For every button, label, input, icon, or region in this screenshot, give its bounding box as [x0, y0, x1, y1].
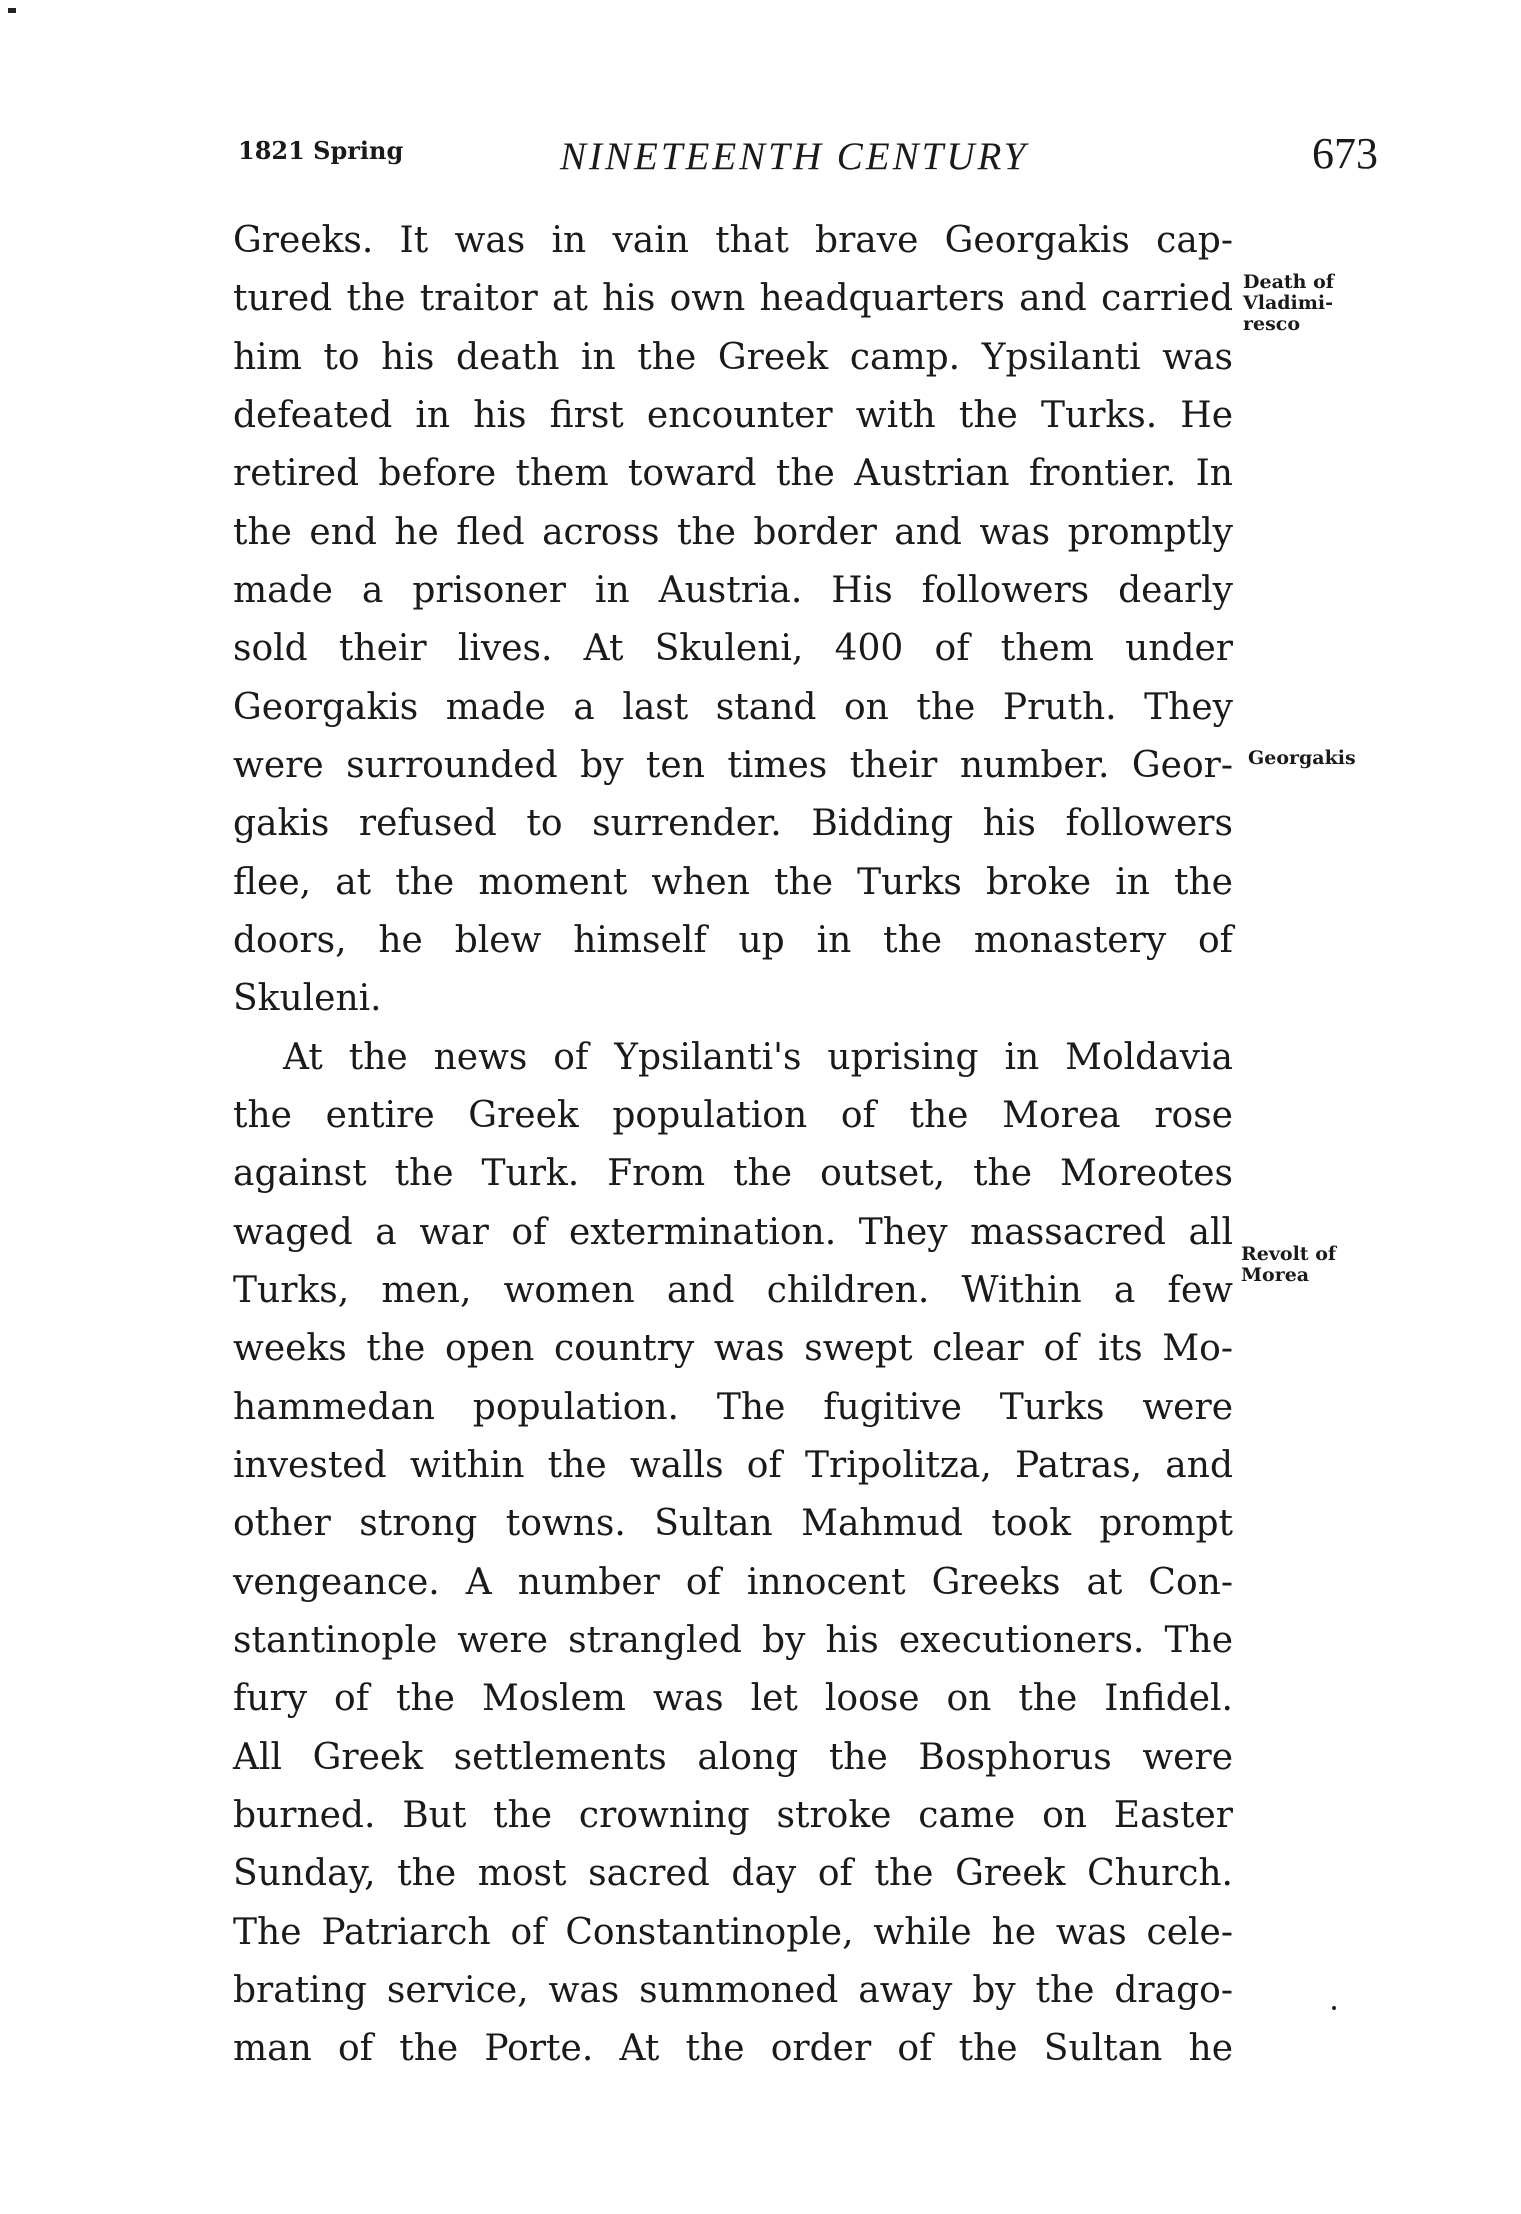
margin-note-revolt-of-morea: Revolt of Morea [1241, 1243, 1337, 1286]
text-line: doors, he blew himself up in the monastery of [233, 920, 1233, 961]
text-line: Turks, men, women and children. Within a few [233, 1270, 1233, 1311]
text-line: At the news of Ypsilanti's uprising in Moldavia [283, 1037, 1233, 1078]
margin-note-georgakis: Georgakis [1248, 747, 1356, 769]
text-line: retired before them toward the Austrian frontier. In [233, 453, 1233, 494]
text-line: vengeance. A number of innocent Greeks at Con- [233, 1562, 1233, 1603]
header-title: NINETEENTH CENTURY [560, 135, 1029, 178]
text-line: gakis refused to surrender. Bidding his followers [233, 803, 1233, 844]
text-line: other strong towns. Sultan Mahmud took prompt [233, 1503, 1233, 1544]
text-line: the end he fled across the border and was promptly [233, 512, 1233, 553]
text-line: waged a war of extermination. They massacred all [233, 1212, 1233, 1253]
header-date: 1821 Spring [238, 136, 404, 165]
text-line: defeated in his first encounter with the Turks. He [233, 395, 1233, 436]
text-line: were surrounded by ten times their number. Geor- [233, 745, 1233, 786]
text-line: tured the traitor at his own headquarters and carried [233, 278, 1233, 319]
page-number: 673 [1312, 129, 1378, 178]
text-line: him to his death in the Greek camp. Ypsilanti was [233, 337, 1233, 378]
text-line: fury of the Moslem was let loose on the Infidel. [233, 1678, 1233, 1719]
text-line: stantinople were strangled by his executioners. The [233, 1620, 1233, 1661]
text-line: against the Turk. From the outset, the Moreotes [233, 1153, 1233, 1194]
text-line: Skuleni. [233, 978, 382, 1019]
text-line: the entire Greek population of the Morea rose [233, 1095, 1233, 1136]
text-line: burned. But the crowning stroke came on Easter [233, 1795, 1233, 1836]
margin-note-death-of-vladimiresco: Death of Vladimi- resco [1243, 271, 1334, 335]
text-line: Georgakis made a last stand on the Pruth. They [233, 687, 1233, 728]
scan-speck [8, 8, 16, 13]
text-line: invested within the walls of Tripolitza, Patras, and [233, 1445, 1233, 1486]
text-line: The Patriarch of Constantinople, while he was cele- [233, 1912, 1233, 1953]
text-line: brating service, was summoned away by the drago- [233, 1970, 1233, 2011]
scan-speck [1332, 2006, 1336, 2010]
text-line: weeks the open country was swept clear of its Mo- [233, 1328, 1233, 1369]
text-line: sold their lives. At Skuleni, 400 of them under [233, 628, 1233, 669]
text-line: Sunday, the most sacred day of the Greek Church. [233, 1853, 1233, 1894]
text-line: Greeks. It was in vain that brave Georgakis cap- [233, 220, 1233, 261]
running-header [0, 128, 1521, 188]
text-line: All Greek settlements along the Bosphorus were [233, 1737, 1233, 1778]
text-line: flee, at the moment when the Turks broke in the [233, 862, 1233, 903]
text-line: made a prisoner in Austria. His followers dearly [233, 570, 1233, 611]
text-line: man of the Porte. At the order of the Sultan he [233, 2028, 1233, 2069]
text-line: hammedan population. The fugitive Turks were [233, 1387, 1233, 1428]
